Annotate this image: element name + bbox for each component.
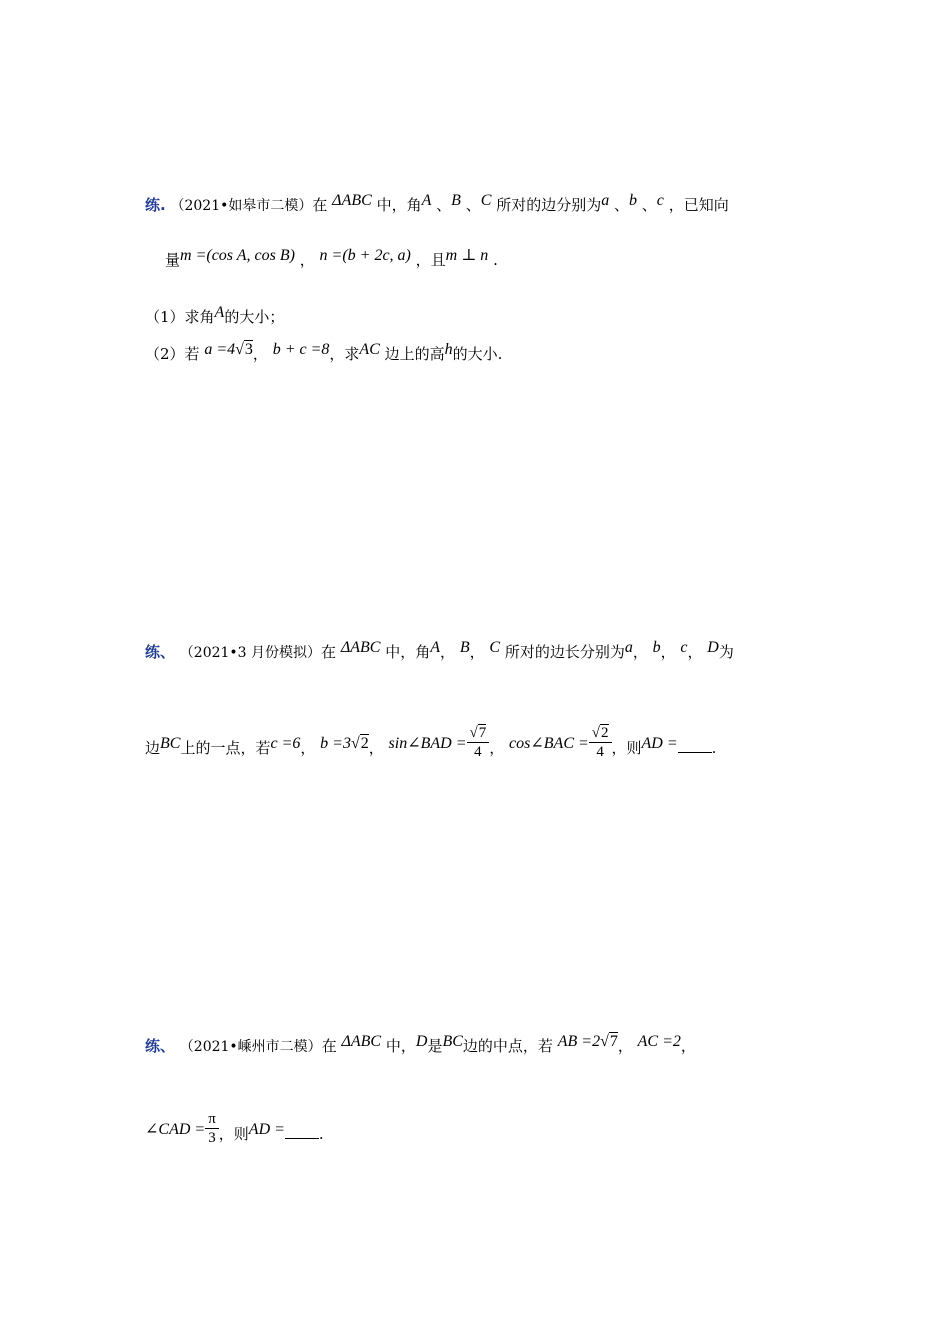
p1-perp: m ⊥ n — [445, 247, 489, 264]
p3-answer-blank — [285, 1138, 319, 1139]
p2-cos-frac: $\frac{√2}{4}$ — [589, 726, 612, 760]
p3-angle-frac: $\frac{\pi}{3}$ — [205, 1112, 219, 1146]
p2-source: （2021•3 月份模拟） — [179, 645, 322, 661]
p1-source: （2021•如皋市二模） — [170, 198, 313, 214]
p3-source: （2021•嵊州市二模） — [179, 1039, 322, 1055]
p3-angle: ∠CAD = — [145, 1121, 206, 1138]
p1-vec-m: m =(cos A, cos B) — [180, 247, 295, 264]
p1-line1: 练. （2021•如皋市二模）在 ΔABC 中，角A 、B 、C 所对的边分别为a 、b 、c ，已知向 — [145, 192, 729, 214]
p1-part2: （2）若 a =4√3， b + c =8，求AC 边上的高h的大小. — [145, 341, 503, 363]
p2-tag: 练、 — [145, 643, 176, 661]
p2-sin-frac: $\frac{√7}{4}$ — [467, 726, 490, 760]
p3-line2: ∠CAD = $\frac{\pi}{3}$ ，则AD = . — [145, 1111, 324, 1146]
p2-line1: 练、 （2021•3 月份模拟）在 ΔABC 中，角A， B， C 所对的边长分别为a， b， c， D为 — [145, 639, 734, 661]
p2-answer-blank — [678, 752, 712, 753]
p3-line1: 练、 （2021•嵊州市二模）在 ΔABC 中，D是BC边的中点，若 AB =2√7， AC =2， — [145, 1033, 696, 1055]
p1-line2: 量m =(cos A, cos B) ， n =(b + 2c, a) ，且m ⊥ n . — [165, 247, 498, 269]
p2-line2: 边BC上的一点，若c =6， b =3√2， sin∠BAD = $\frac{√7}{4}$ ， cos∠BAC = $\frac{√2}{4}$ ，则AD = . — [145, 725, 717, 760]
p2-cos: cos∠BAC = — [509, 735, 589, 752]
p1-tag: 练. — [145, 196, 166, 214]
p1-triangle: ΔABC — [332, 192, 372, 209]
p1-vec-n: n =(b + 2c, a) — [319, 247, 411, 264]
p2-sin: sin∠BAD = — [388, 735, 467, 752]
p3-tag: 练、 — [145, 1037, 176, 1055]
p1-part1: （1）求角A的大小； — [145, 304, 285, 326]
